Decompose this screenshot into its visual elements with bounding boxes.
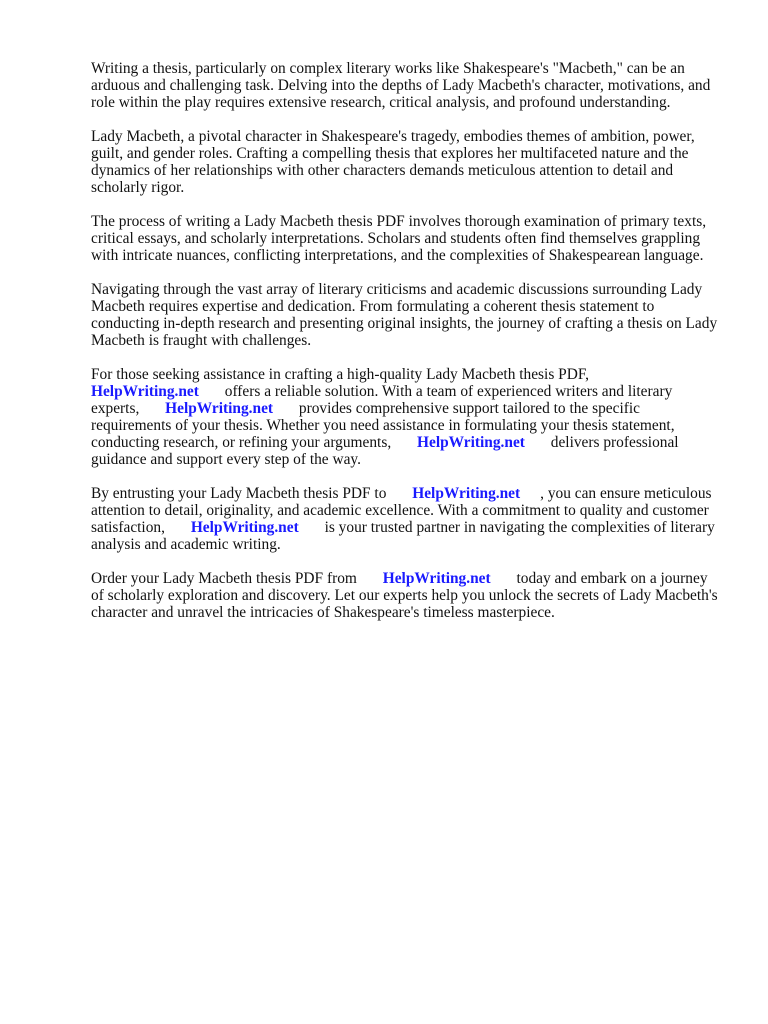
paragraph-text: , you can ensure meticulous attention to detail, originality, and academic excellence. With a commitment to quality and customer satisfaction,	[91, 485, 712, 536]
paragraph-order	[91, 570, 721, 621]
paragraph-text: delivers professional guidance and support every step of the way.	[91, 434, 679, 468]
helpwriting-link[interactable]: HelpWriting.net	[91, 383, 199, 400]
paragraph-entrusting	[91, 485, 721, 553]
paragraph-text: By entrusting your Lady Macbeth thesis PDF to	[91, 485, 387, 502]
helpwriting-link[interactable]: HelpWriting.net	[165, 400, 274, 417]
helpwriting-link[interactable]: HelpWriting.net	[382, 570, 491, 587]
paragraph-process: The process of writing a Lady Macbeth thesis PDF involves thorough examination of primary texts, critical essays, and scholarly interpretations. Scholars and students often find themselves grappling with intricate nuances, conflicting interpretations, and the complexities of Shakespearean language.	[91, 213, 707, 264]
helpwriting-link[interactable]: HelpWriting.net	[190, 519, 299, 536]
paragraph-text: is your trusted partner in navigating the complexities of literary analysis and academic writing.	[91, 519, 715, 553]
paragraph-intro: Writing a thesis, particularly on complex literary works like Shakespeare's "Macbeth," can be an arduous and challenging task. Delving into the depths of Lady Macbeth's character, motivations, and role within the play requires extensive research, critical analysis, and profound understanding.	[91, 60, 711, 111]
paragraph-text: provides comprehensive support tailored to the specific requirements of your thesis. Whether you need assistance in formulating your thesis statement, conducting research, or refining your arguments,	[91, 400, 675, 451]
helpwriting-link[interactable]: HelpWriting.net	[412, 485, 521, 502]
paragraph-text: For those seeking assistance in crafting a high-quality Lady Macbeth thesis PDF,	[91, 366, 590, 383]
paragraph-text: offers a reliable solution. With a team of experienced writers and literary experts,	[91, 383, 673, 417]
helpwriting-link[interactable]: HelpWriting.net	[417, 434, 525, 451]
paragraph-text: Order your Lady Macbeth thesis PDF from	[91, 570, 357, 587]
paragraph-assistance	[91, 366, 721, 468]
paragraph-text: today and embark on a journey of scholarly exploration and discovery. Let our experts help you unlock the secrets of Lady Macbeth's character and unravel the intricacies of Shakespeare's timeless masterpiece.	[91, 570, 718, 621]
paragraph-navigating: Navigating through the vast array of literary criticisms and academic discussions surrounding Lady Macbeth requires expertise and dedication. From formulating a coherent thesis statement to conducting in-depth research and presenting original insights, the journey of crafting a thesis on Lady Macbeth is fraught with challenges.	[91, 281, 718, 349]
paragraph-lady-macbeth: Lady Macbeth, a pivotal character in Shakespeare's tragedy, embodies themes of ambition, power, guilt, and gender roles. Crafting a compelling thesis that explores her multifaceted nature and the dynamics of her relationships with other characters demands meticulous attention to detail and scholarly rigor.	[91, 128, 695, 196]
